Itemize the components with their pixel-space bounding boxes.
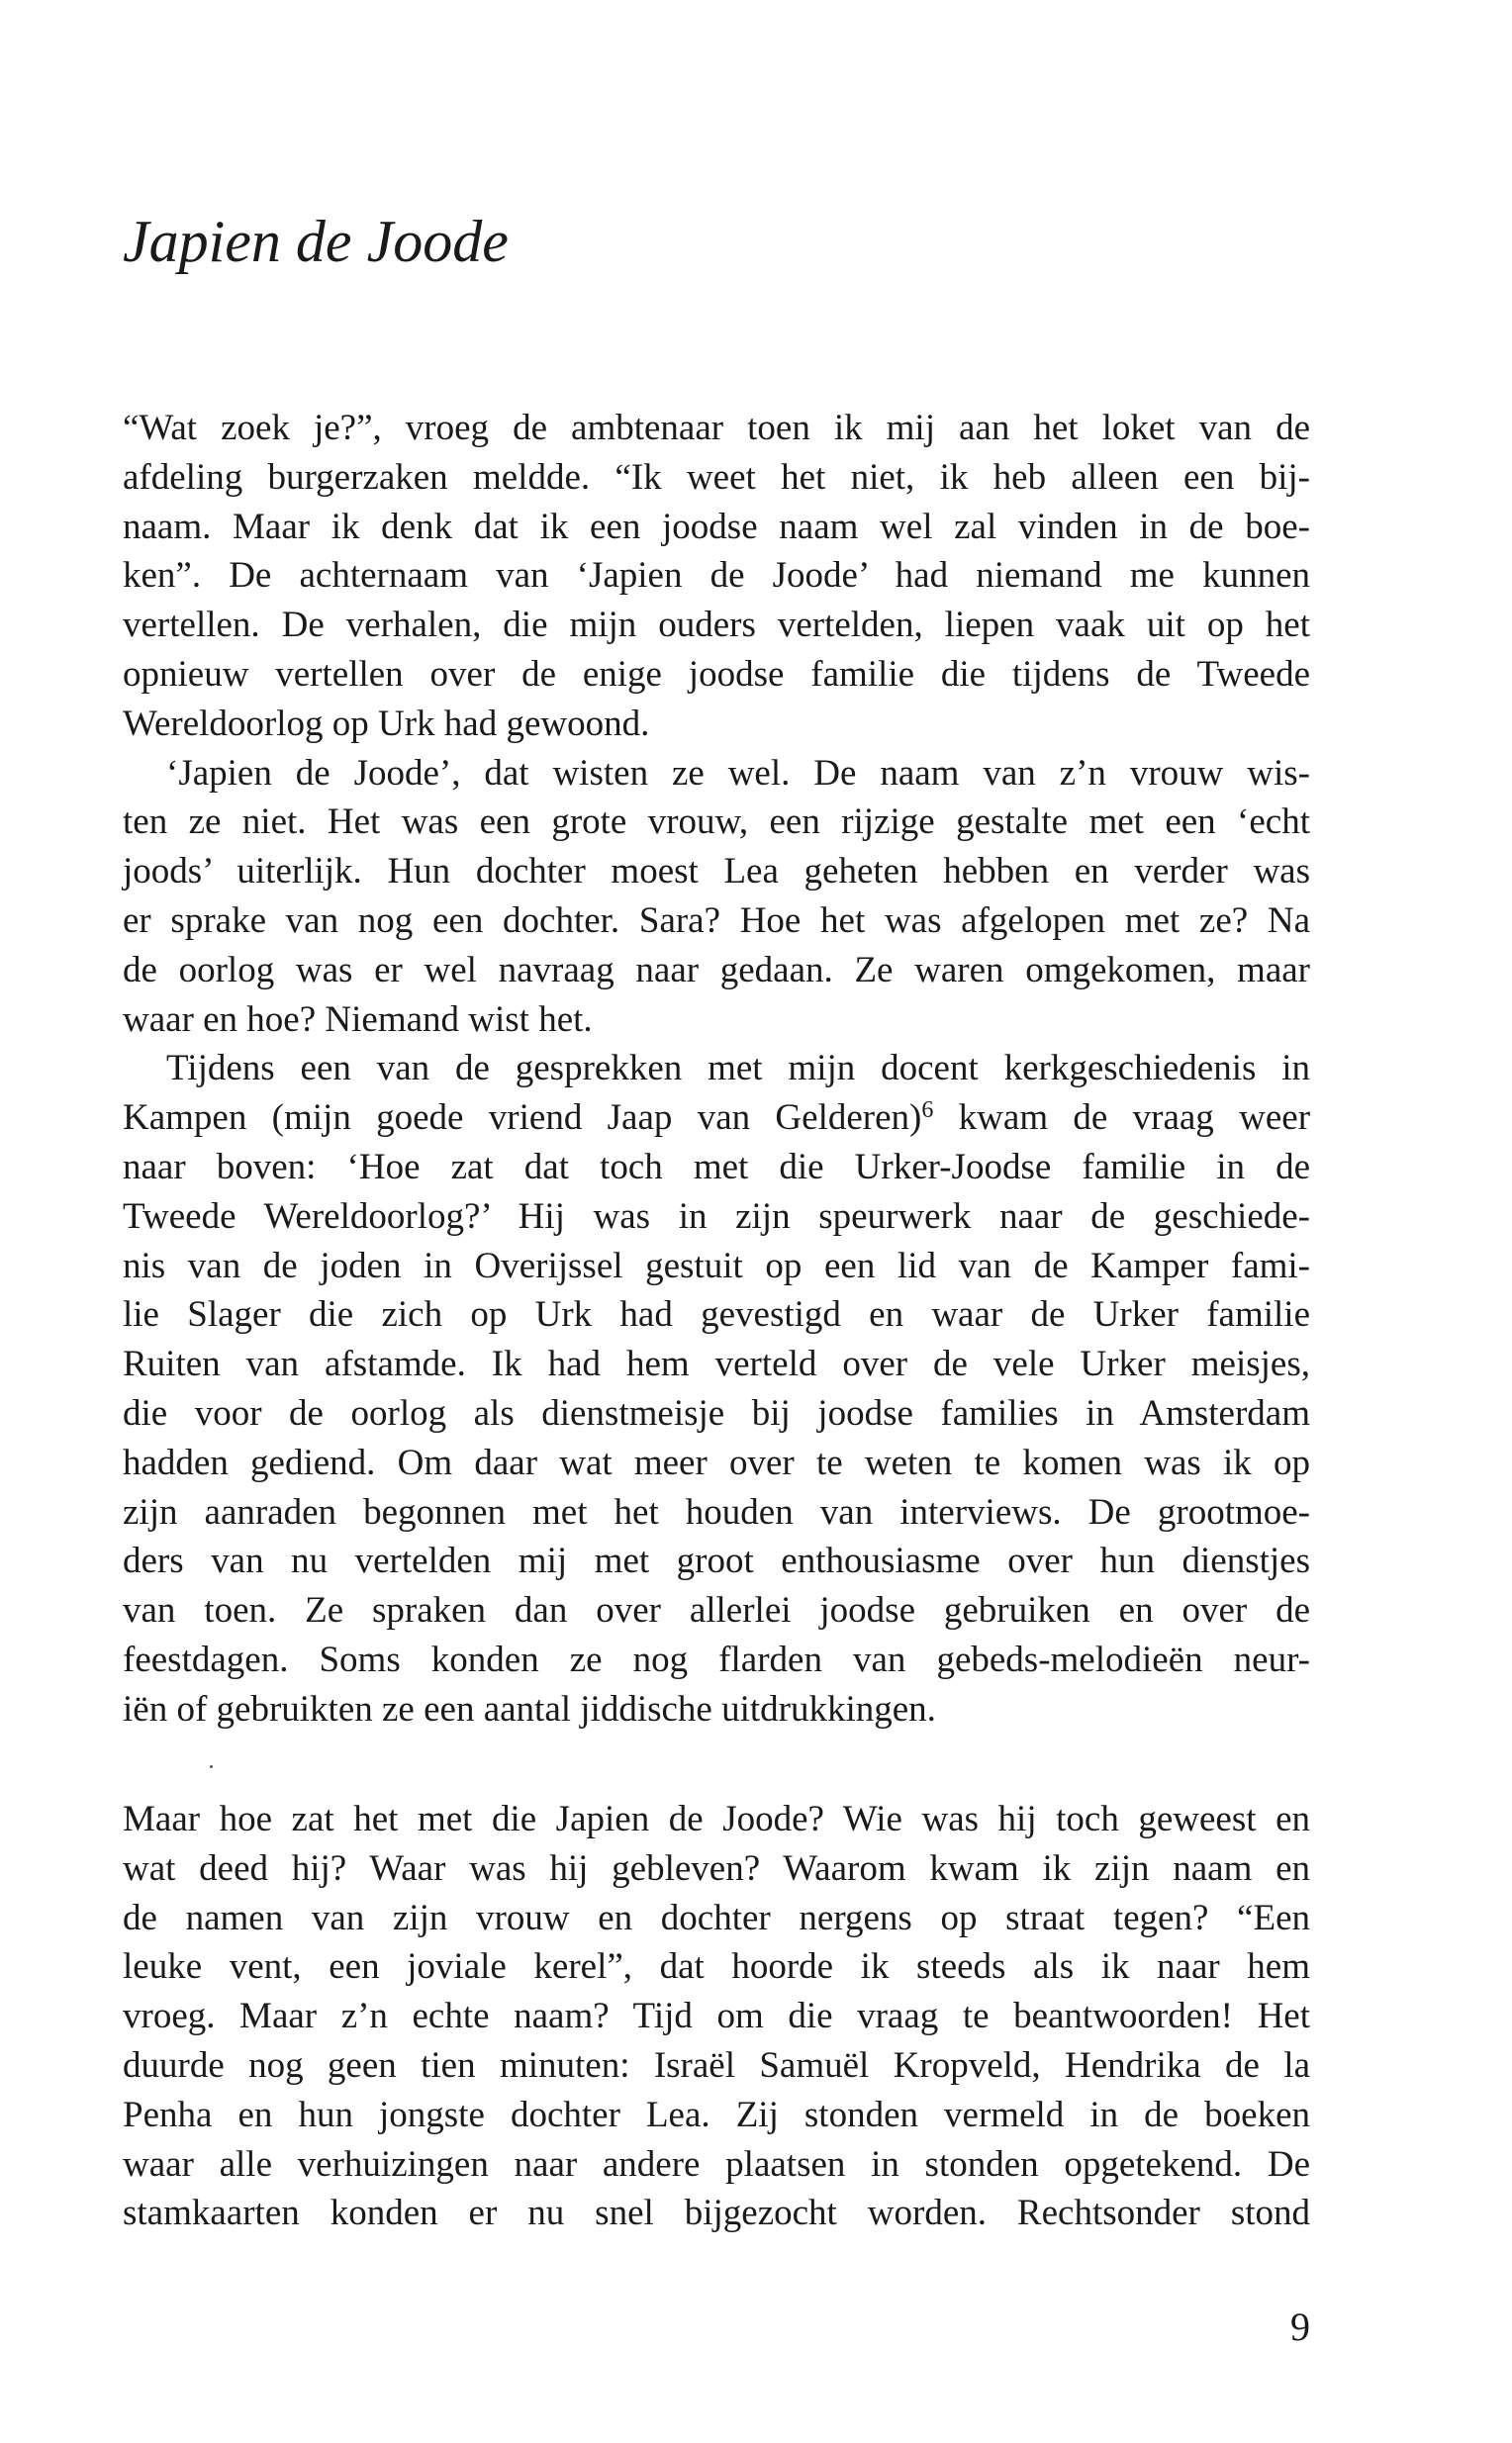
text-line: “Wat zoek je?”, vroeg de ambtenaar toen ik mij aan het loket van de: [123, 408, 1310, 448]
text-line: vroeg. Maar z’n echte naam? Tijd om die vraag te beantwoorden! Het: [123, 1996, 1310, 2037]
text-line: Tijdens een van de gesprekken met mijn docent kerkgeschiedenis in: [166, 1048, 1310, 1089]
text-line: waar alle verhuizingen naar andere plaatsen in stonden opgetekend. De: [123, 2143, 1310, 2185]
text-line: naar boven: ‘Hoe zat dat toch met die Urker-Joodse familie in de: [123, 1146, 1310, 1187]
body-text-section-1: [123, 404, 1310, 1735]
text-line: van toen. Ze spraken dan over allerlei joodse gebruiken en over de: [123, 1590, 1310, 1632]
text-line: opnieuw vertellen over de enige joodse familie die tijdens de Tweede: [123, 653, 1310, 695]
body-text-section-2: [123, 1795, 1310, 2238]
page-number: 9: [1290, 2304, 1310, 2349]
text-line: ders van nu vertelden mij met groot enthousiasme over hun dienstjes: [123, 1541, 1310, 1582]
footnote-reference: 6: [921, 1097, 934, 1124]
text-line: Penha en hun jongste dochter Lea. Zij stonden vermeld in de boeken: [123, 2094, 1310, 2135]
text-line: feestdagen. Soms konden ze nog flarden van gebeds-melodieën neur-: [123, 1639, 1310, 1680]
text-line: afdeling burgerzaken meldde. “Ik weet het niet, ik heb alleen een bij-: [123, 456, 1310, 498]
text-line: stamkaarten konden er nu snel bijgezocht worden. Rechtsonder stond: [123, 2193, 1310, 2234]
text-line: lie Slager die zich op Urk had gevestigd en waar de Urker familie: [123, 1294, 1310, 1336]
text-line: Wereldoorlog op Urk had gewoond.: [123, 703, 650, 744]
text-line-with-footnote: [123, 1093, 1310, 1143]
text-line: er sprake van nog een dochter. Sara? Hoe het was afgelopen met ze? Na: [123, 899, 1310, 941]
print-speck: [210, 1765, 213, 1768]
text-line: Maar hoe zat het met die Japien de Joode? Wie was hij toch geweest en: [123, 1799, 1310, 1839]
text-line: waar en hoe? Niemand wist het.: [123, 998, 593, 1040]
text-line-part: Kampen (mijn goede vriend Jaap van Gelderen): [123, 1097, 922, 1139]
text-line: de oorlog was er wel navraag naar gedaan. Ze waren omgekomen, maar: [123, 949, 1310, 990]
text-line: duurde nog geen tien minuten: Israël Samuël Kropveld, Hendrika de la: [123, 2044, 1310, 2086]
text-line: ‘Japien de Joode’, dat wisten ze wel. De naam van z’n vrouw wis-: [166, 752, 1310, 794]
text-line: leuke vent, een joviale kerel”, dat hoorde ik steeds als ik naar hem: [123, 1946, 1310, 1988]
text-line: die voor de oorlog als dienstmeisje bij joodse families in Amsterdam: [123, 1392, 1310, 1434]
text-line: naam. Maar ik denk dat ik een joodse naam wel zal vinden in de boe-: [123, 506, 1310, 547]
text-line: iën of gebruikten ze een aantal jiddische uitdrukkingen.: [123, 1688, 936, 1730]
text-line: zijn aanraden begonnen met het houden van interviews. De grootmoe-: [123, 1491, 1310, 1533]
text-line: hadden gediend. Om daar wat meer over te weten te komen was ik op: [123, 1442, 1310, 1483]
text-line: nis van de joden in Overijssel gestuit op een lid van de Kamper fami-: [123, 1245, 1310, 1286]
text-line: wat deed hij? Waar was hij gebleven? Waarom kwam ik zijn naam en: [123, 1847, 1310, 1889]
text-line: Ruiten van afstamde. Ik had hem verteld over de vele Urker meisjes,: [123, 1344, 1310, 1385]
text-line-part: kwam de vraag weer: [958, 1097, 1311, 1139]
text-line: Tweede Wereldoorlog?’ Hij was in zijn speurwerk naar de geschiede-: [123, 1195, 1310, 1237]
text-line: ken”. De achternaam van ‘Japien de Joode’ had niemand me kunnen: [123, 555, 1310, 597]
text-line: vertellen. De verhalen, die mijn ouders vertelden, liepen vaak uit op het: [123, 605, 1310, 646]
text-line: joods’ uiterlijk. Hun dochter moest Lea geheten hebben en verder was: [123, 851, 1310, 893]
chapter-title: Japien de Joode: [123, 209, 509, 274]
text-line: de namen van zijn vrouw en dochter nergens op straat tegen? “Een: [123, 1897, 1310, 1938]
text-line: ten ze niet. Het was een grote vrouw, een rijzige gestalte met een ‘echt: [123, 801, 1310, 843]
